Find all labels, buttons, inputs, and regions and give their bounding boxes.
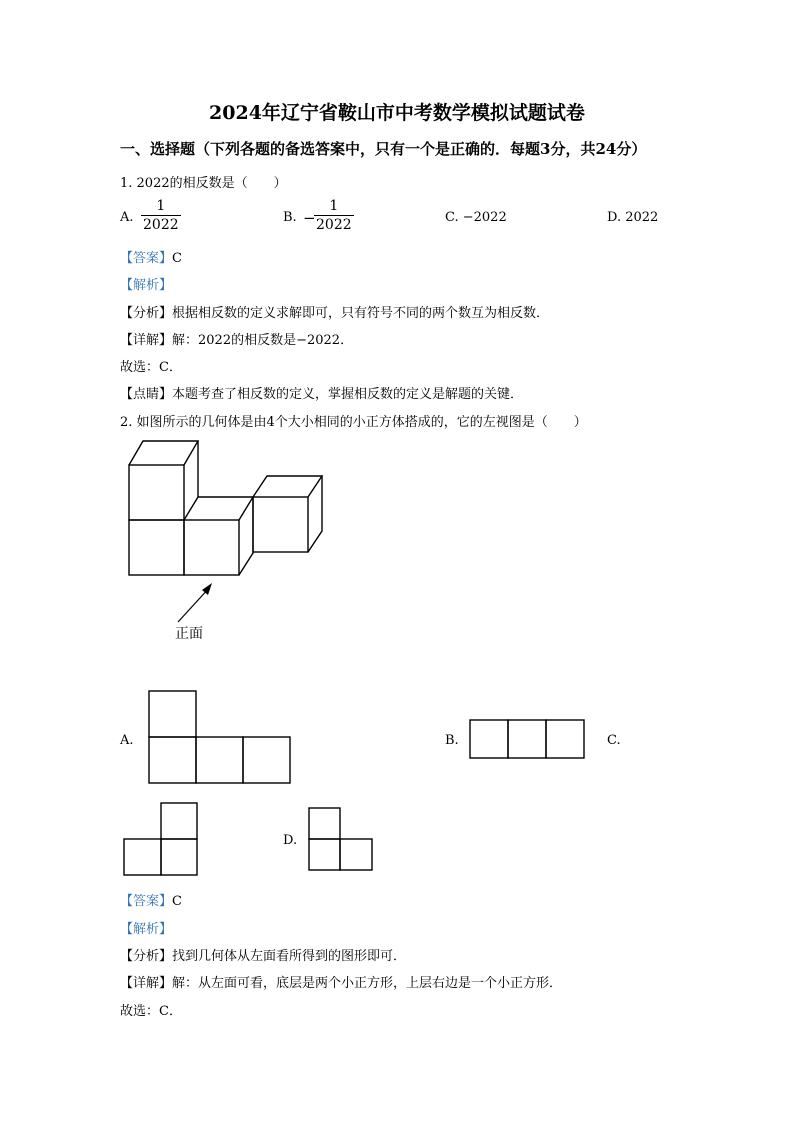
answer-tag: 【答案】 [120, 251, 173, 266]
q1-guxuan: 故选：C． [120, 360, 182, 375]
q2-option-d-label: D. [283, 833, 298, 848]
q1-option-c: C. −2022 [445, 210, 507, 225]
q2-option-b-label: B. [445, 733, 459, 748]
q2-xiangjie [120, 972, 562, 991]
front-label: 正面 [175, 626, 203, 642]
q2-answer-line [120, 890, 182, 909]
fenxi-tag: 【分析】 [120, 949, 173, 964]
q2-option-c-label: C. [607, 733, 621, 748]
q1-option-d: D. 2022 [607, 210, 659, 225]
analysis-tag: 【解析】 [120, 278, 173, 293]
q1-stem: 1. 2022的相反数是（ ） [120, 176, 287, 191]
dianjing-tag: 【点睛】 [120, 387, 173, 402]
fenxi-text: 根据相反数的定义求解即可，只有符号不同的两个数互为相反数． [172, 306, 550, 321]
q1-option-b-sign: − [303, 209, 316, 227]
q2-option-d-figure [307, 806, 375, 872]
q1-option-b-label: B. [283, 210, 297, 225]
q2-fenxi [120, 945, 406, 964]
fraction-bar [314, 215, 354, 216]
q1-option-b-denominator: 2022 [316, 217, 352, 233]
fenxi-text: 找到几何体从左面看所得到的图形即可． [172, 949, 407, 964]
q1-option-a-label: A. [120, 210, 134, 225]
q2-stem: 2. 如图所示的几何体是由4个大小相同的小正方体搭成的，它的左视图是（ ） [120, 415, 587, 430]
xiangjie-tag: 【详解】 [120, 333, 173, 348]
answer-value: C [172, 251, 182, 266]
fenxi-tag: 【分析】 [120, 306, 173, 321]
cube-figure [120, 432, 340, 652]
q1-answer-line [120, 247, 182, 266]
q2-option-a-figure [147, 689, 293, 785]
dianjing-text: 本题考查了相反数的定义，掌握相反数的定义是解题的关键． [172, 387, 524, 402]
q1-fenxi [120, 302, 549, 321]
fraction-bar [141, 215, 181, 216]
q1-dianjing [120, 383, 523, 402]
q2-option-a-label: A. [120, 733, 134, 748]
analysis-tag: 【解析】 [120, 922, 173, 937]
q1-option-a-numerator: 1 [156, 198, 166, 214]
q2-option-c-figure [122, 801, 200, 877]
q1-option-b-numerator: 1 [329, 198, 339, 214]
q1-option-b-fraction [314, 198, 354, 233]
page-title: 2024年辽宁省鞍山市中考数学模拟试题试卷 [209, 102, 585, 124]
q2-guxuan: 故选：C． [120, 1004, 182, 1019]
xiangjie-tag: 【详解】 [120, 976, 173, 991]
xiangjie-text: 解：2022的相反数是−2022． [172, 333, 354, 348]
q1-xiangjie [120, 329, 353, 348]
q2-option-b-figure [468, 718, 588, 760]
q1-option-a-fraction [141, 198, 181, 233]
xiangjie-text: 解：从左面可看，底层是两个小正方形，上层右边是一个小正方形． [172, 976, 563, 991]
q1-option-a-denominator: 2022 [143, 217, 179, 233]
section-heading: 一、选择题（下列各题的备选答案中，只有一个是正确的．每题3分，共24分） [120, 140, 647, 158]
answer-value: C [172, 894, 182, 909]
answer-tag: 【答案】 [120, 894, 173, 909]
